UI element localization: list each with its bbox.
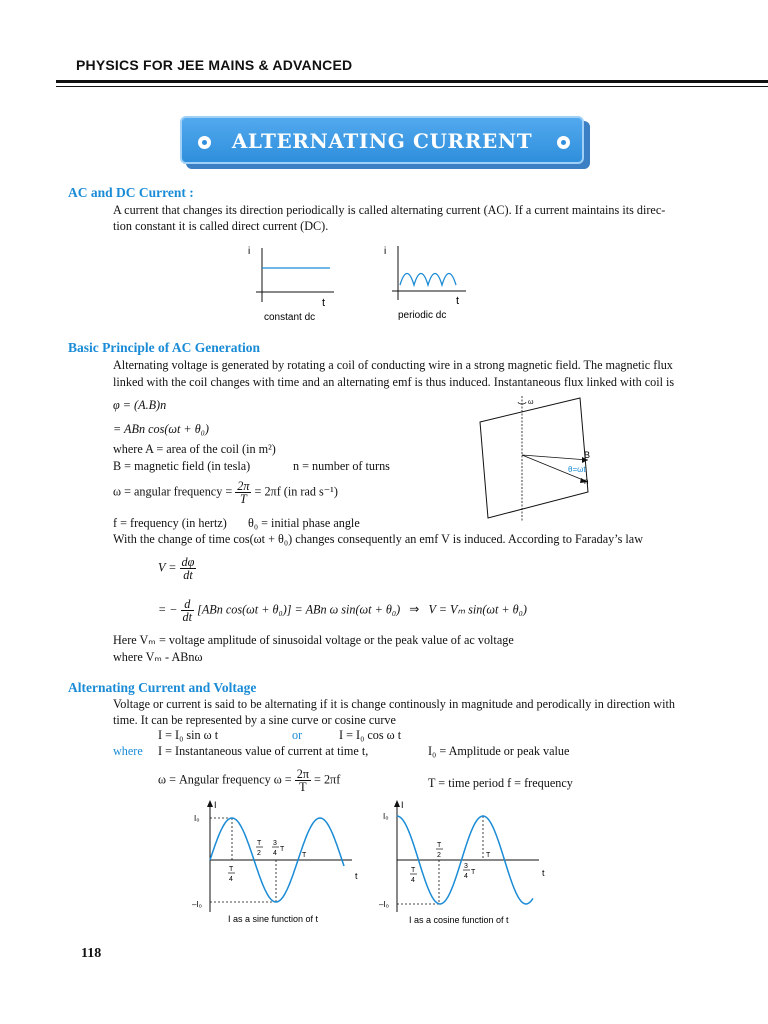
def-instantaneous: I = Instantaneous value of current at time t, [158, 744, 369, 758]
sine-neg-i0-label: –I₀ [192, 900, 202, 909]
cosine-t4-num: T [411, 867, 416, 874]
sine-i0-label: I₀ [194, 814, 200, 823]
periodic-dc-y-label: i [384, 246, 387, 257]
def-angular-frequency-2: ω = Angular frequency ω = $\frac{2\pi}{T}$ = 2πf [158, 767, 341, 794]
paragraph-line: time. It can be represented by a sine curve or cosine curve [113, 713, 396, 727]
paragraph-line: tion constant it is called direct current (DC). [113, 219, 329, 233]
sine-x-label: t [355, 871, 358, 881]
def-amplitude: I₀ = Amplitude or peak value [428, 744, 570, 758]
sine-t34-den: 4 [273, 850, 277, 857]
equation-emf: V = $\frac{d\varphi}{dt}$ [158, 555, 195, 582]
equation-emf-derivation: = − $\frac{d}{dt}$ [ABn cos(ωt + θ₀)] = ABn ω sin(ωt + θ₀) ⇒ V = Vₘ sin(ωt + θ₀) [158, 597, 527, 624]
book-header: PHYSICS FOR JEE MAINS & ADVANCED [76, 57, 353, 73]
cosine-x-label: t [542, 868, 545, 878]
constant-dc-graph [248, 246, 334, 322]
def-vm: Here Vₘ = voltage amplitude of sinusoidal voltage or the peak value of ac voltage [113, 633, 514, 647]
equation-sine-current: I = I₀ sin ω t [158, 728, 219, 742]
def-frequency: f = frequency (in hertz) [113, 516, 227, 530]
section-heading-ac-generation: Basic Principle of AC Generation [68, 340, 260, 355]
page-number: 118 [81, 946, 102, 961]
chapter-title: ALTERNATING CURRENT [231, 129, 533, 153]
cosine-t2-num: T [437, 842, 442, 849]
equation-cosine-current: I = I₀ cos ω t [339, 728, 402, 742]
coil-b-label: B [584, 450, 591, 460]
paragraph-line: linked with the coil changes with time and an alternating emf is thus induced. Instantaneous flux linked with coil is [113, 375, 675, 389]
coil-theta-label: θ=ωt [568, 465, 586, 474]
paragraph-faraday: With the change of time cos(ωt + θ₀) changes consequently an emf V is induced. According to Faraday’s law [113, 532, 644, 546]
header-rule-thin [56, 86, 768, 87]
sine-t-label: T [302, 852, 307, 859]
sine-caption: I as a sine function of t [228, 914, 319, 924]
word-or: or [292, 728, 303, 742]
paragraph-line: A current that changes its direction periodically is called alternating current (AC). If a current maintains its direc- [113, 203, 666, 217]
coil-omega-label: ω [528, 399, 534, 406]
cosine-i0-label: I₀ [383, 812, 389, 821]
equation-flux-cos: = ABn cos(ωt + θ₀) [113, 422, 209, 436]
cosine-y-label: I [401, 800, 404, 810]
sine-t34-num: 3 [273, 840, 277, 847]
def-area: where A = area of the coil (in m²) [113, 442, 276, 456]
section-heading-ac-dc: AC and DC Current : [68, 185, 194, 200]
sine-t2-den: 2 [257, 850, 261, 857]
def-vm-value: where Vₘ - ABnω [113, 650, 203, 664]
def-turns: n = number of turns [293, 459, 390, 473]
constant-dc-caption: constant dc [264, 312, 316, 322]
cosine-neg-i0-label: –I₀ [379, 900, 389, 909]
constant-dc-x-label: t [322, 297, 326, 309]
section-heading-ac-voltage: Alternating Current and Voltage [68, 680, 257, 695]
cosine-t2-den: 2 [437, 852, 441, 859]
sine-y-label: I [214, 800, 217, 810]
coil-n-label: n [584, 477, 589, 486]
periodic-dc-caption: periodic dc [398, 310, 447, 321]
sine-t4-num: T [229, 866, 234, 873]
equation-flux: φ = (A.B)n [113, 398, 167, 412]
cosine-t34-den: 4 [464, 873, 468, 880]
def-field: B = magnetic field (in tesla) [113, 459, 251, 473]
def-phase: θ₀ = initial phase angle [248, 516, 360, 530]
periodic-dc-x-label: t [456, 295, 460, 307]
periodic-dc-graph [384, 246, 466, 321]
coil-figure [470, 392, 610, 522]
sine-t34-t: T [280, 846, 285, 853]
cosine-t34-num: 3 [464, 863, 468, 870]
cosine-t4-den: 4 [411, 877, 415, 884]
paragraph-line: Voltage or current is said to be alternating if it is change continously in magnitude and perodically in direction with [113, 697, 675, 711]
cosine-t-label: T [486, 852, 491, 859]
word-where: where [113, 744, 143, 758]
sine-graph [190, 798, 370, 928]
paragraph-line: Alternating voltage is generated by rotating a coil of conducting wire in a strong magnetic field. The magnetic flux [113, 358, 673, 372]
sine-t2-num: T [257, 840, 262, 847]
cosine-caption: I as a cosine function of t [409, 915, 509, 925]
def-angular-frequency: ω = angular frequency = $\frac{2\pi}{T}$ = 2πf (in rad s⁻¹) [113, 479, 338, 506]
dc-figures [230, 240, 490, 322]
constant-dc-y-label: i [248, 246, 251, 257]
cosine-t34-t: T [471, 869, 476, 876]
cosine-graph [375, 798, 555, 928]
header-rule [56, 80, 768, 83]
def-period-frequency: T = time period f = frequency [428, 776, 573, 790]
sine-t4-den: 4 [229, 876, 233, 883]
